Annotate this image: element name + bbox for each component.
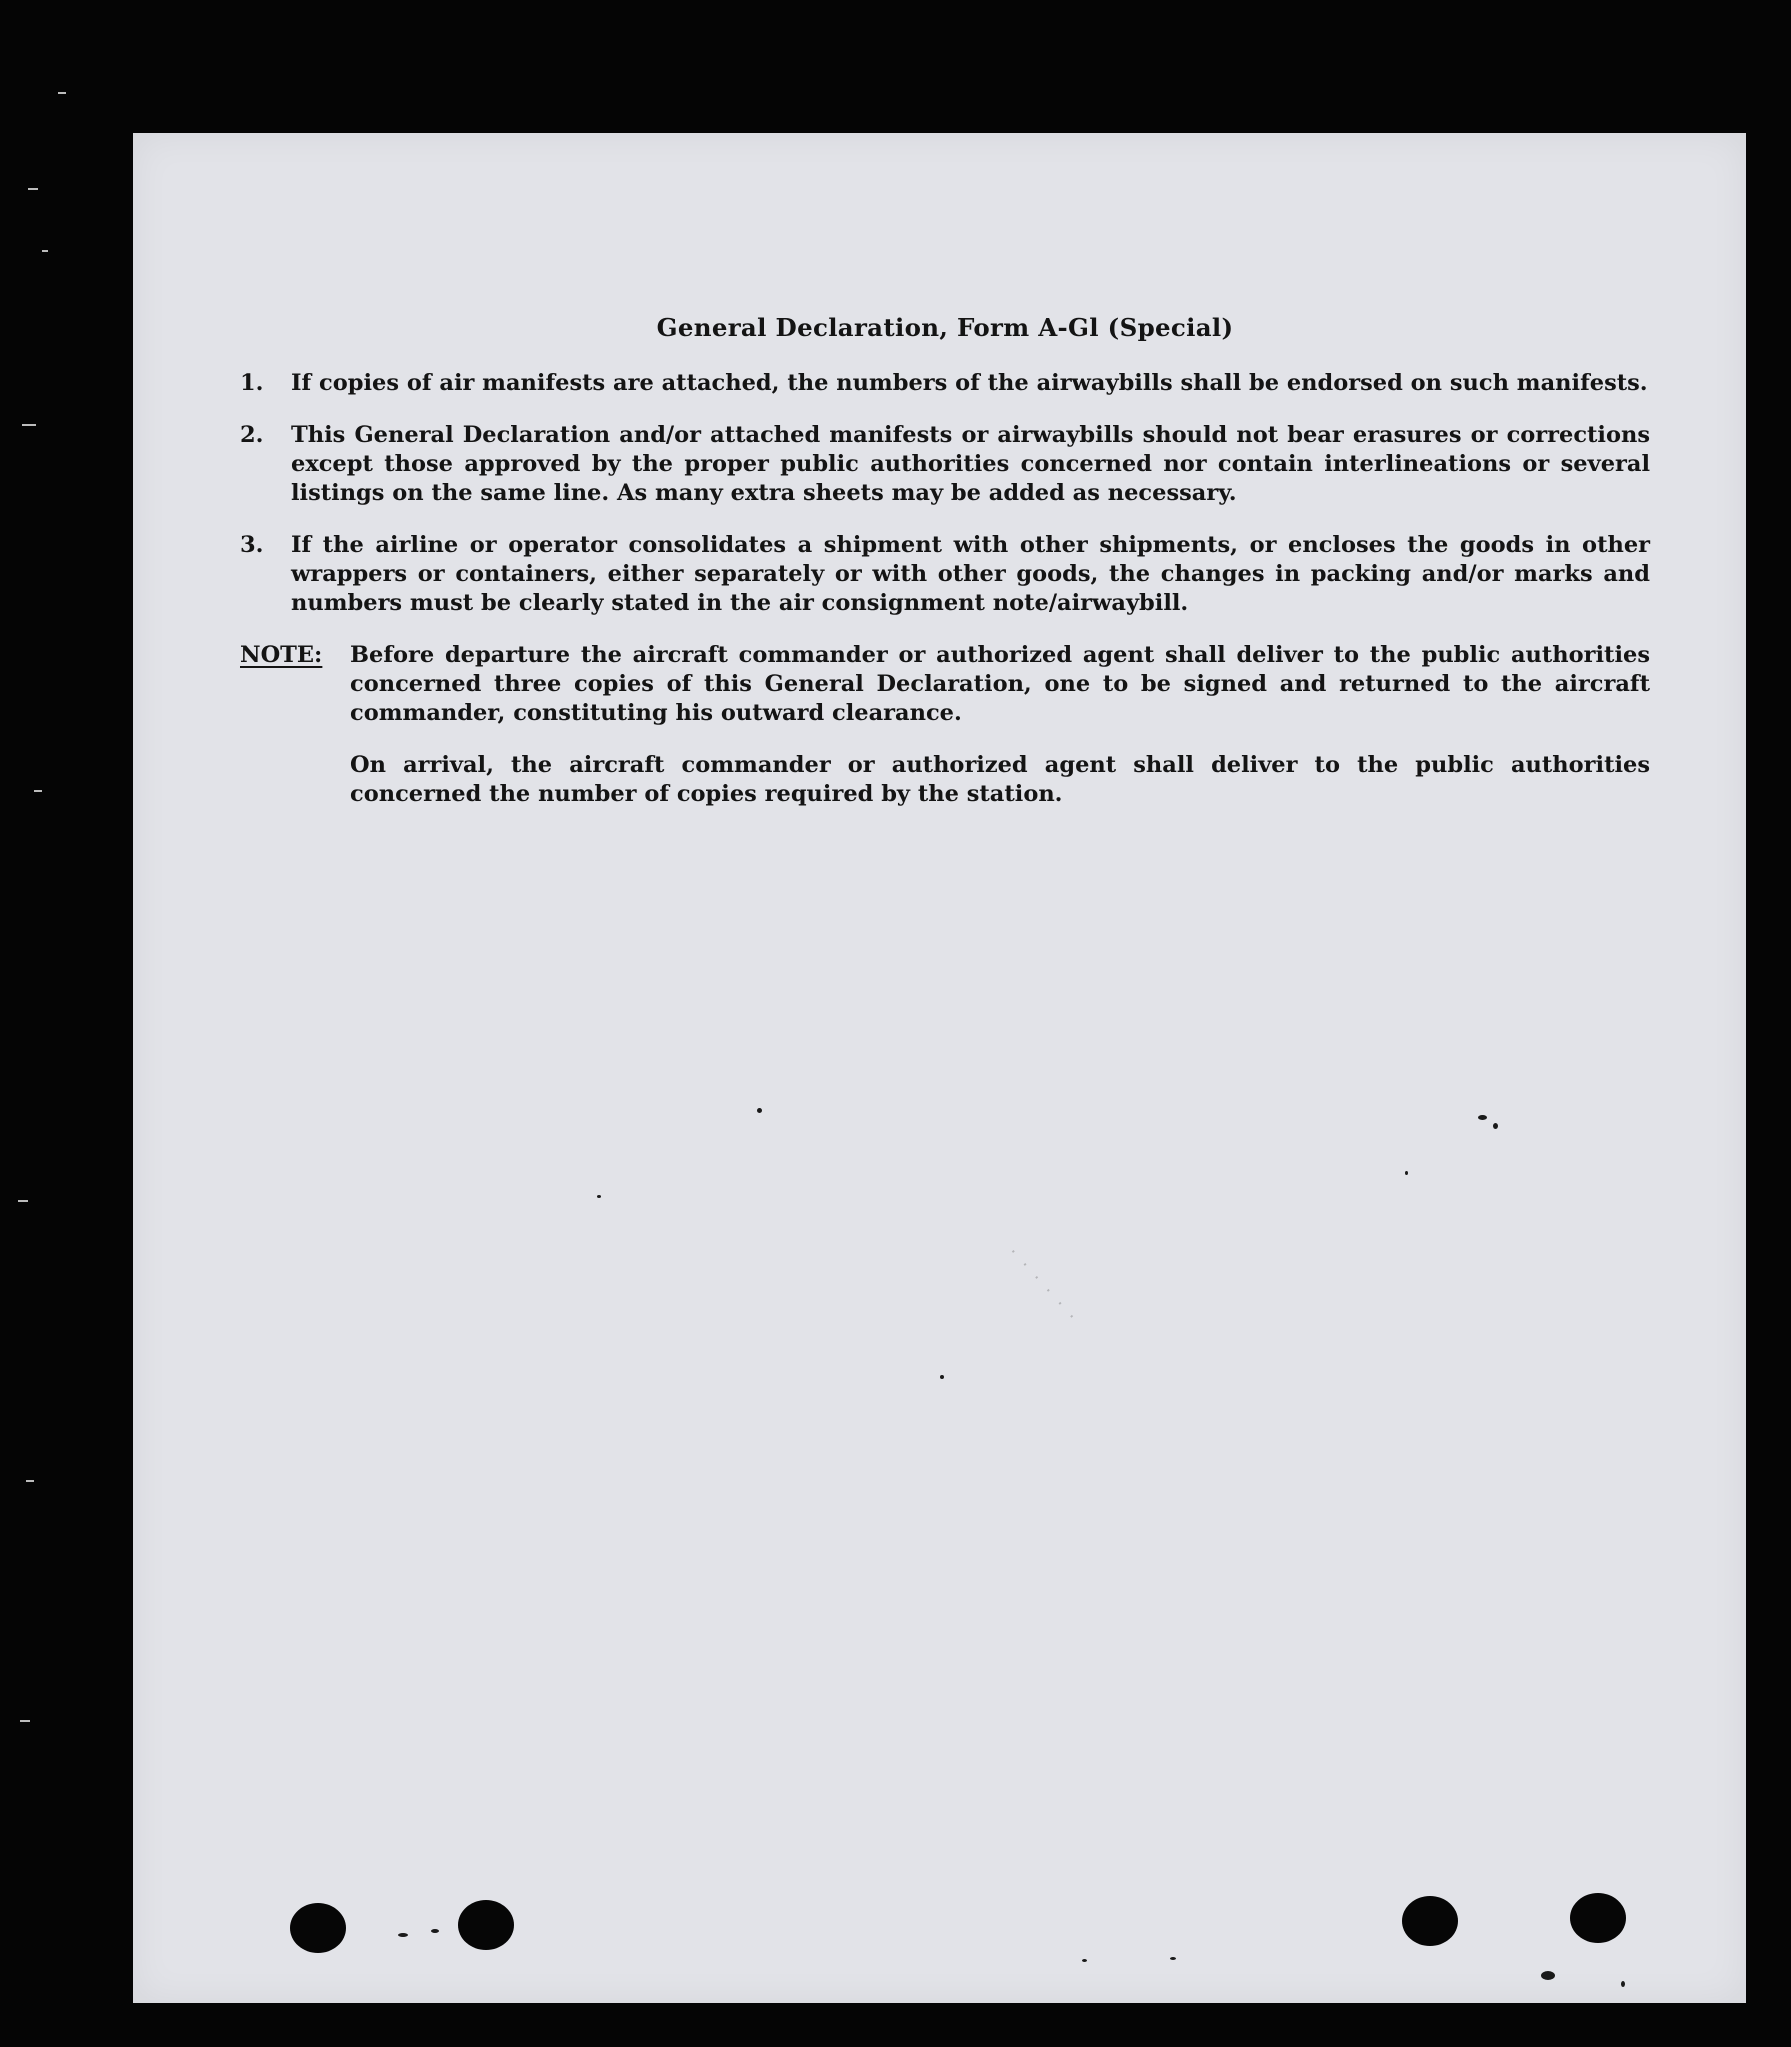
item-text: If copies of air manifests are attached, the numbers of the airwaybills shall be endorsed on such manifests. <box>291 370 1648 396</box>
film-speck <box>42 250 48 252</box>
paper-speck <box>1541 1971 1555 1980</box>
item-number: 1. <box>240 370 264 396</box>
paper-speck <box>1082 1959 1087 1962</box>
note-label: NOTE: <box>240 642 323 668</box>
punch-hole <box>458 1900 514 1950</box>
list-item <box>240 421 1650 508</box>
paper-speck <box>597 1195 601 1198</box>
faded-stamp-mark: ⋅ ⋅ ⋅ ⋅ ⋅ ⋅ <box>1003 1242 1083 1329</box>
paper-speck <box>431 1929 439 1933</box>
paper-speck <box>1621 1981 1625 1987</box>
item-text: This General Declaration and/or attached manifests or airwaybills should not bear erasures or corrections except those approved by the proper public authorities concerned nor contain interlineations or several listings on the same line. As many extra sheets may be added as necessary. <box>291 422 1650 506</box>
film-speck <box>28 188 38 190</box>
note-block <box>240 641 1650 728</box>
document-content <box>240 313 1650 809</box>
film-speck <box>20 1720 30 1722</box>
paper-speck <box>1405 1171 1408 1175</box>
item-number: 2. <box>240 422 264 448</box>
paper-speck <box>1493 1123 1498 1129</box>
punch-hole <box>1570 1893 1626 1943</box>
punch-hole <box>1402 1896 1458 1946</box>
film-speck <box>22 424 36 426</box>
note-followup: On arrival, the aircraft commander or authorized agent shall deliver to the public authorities concerned the number of copies required by the station. <box>350 752 1650 807</box>
document-sheet <box>133 133 1746 2003</box>
punch-hole <box>290 1903 346 1953</box>
paper-speck <box>1170 1957 1176 1960</box>
paper-speck <box>757 1108 762 1113</box>
list-item <box>240 531 1650 618</box>
paper-speck <box>1478 1115 1487 1120</box>
film-speck <box>26 1480 34 1482</box>
paper-speck <box>940 1375 944 1379</box>
note-text: Before departure the aircraft commander or authorized agent shall deliver to the public authorities concerned three copies of this General Declaration, one to be signed and returned to the aircraft commander, constituting his outward clearance. <box>350 642 1650 726</box>
document-title: General Declaration, Form A-Gl (Special) <box>656 313 1234 342</box>
list-item <box>240 369 1650 398</box>
film-speck <box>58 92 66 94</box>
film-speck <box>18 1200 28 1202</box>
item-text: If the airline or operator consolidates a shipment with other shipments, or encloses the goods in other wrappers or containers, either separately or with other goods, the changes in packing and/or marks and numbers must be clearly stated in the air consignment note/airwaybill. <box>291 532 1650 616</box>
item-number: 3. <box>240 532 264 558</box>
paper-speck <box>398 1933 408 1937</box>
film-speck <box>34 790 42 792</box>
